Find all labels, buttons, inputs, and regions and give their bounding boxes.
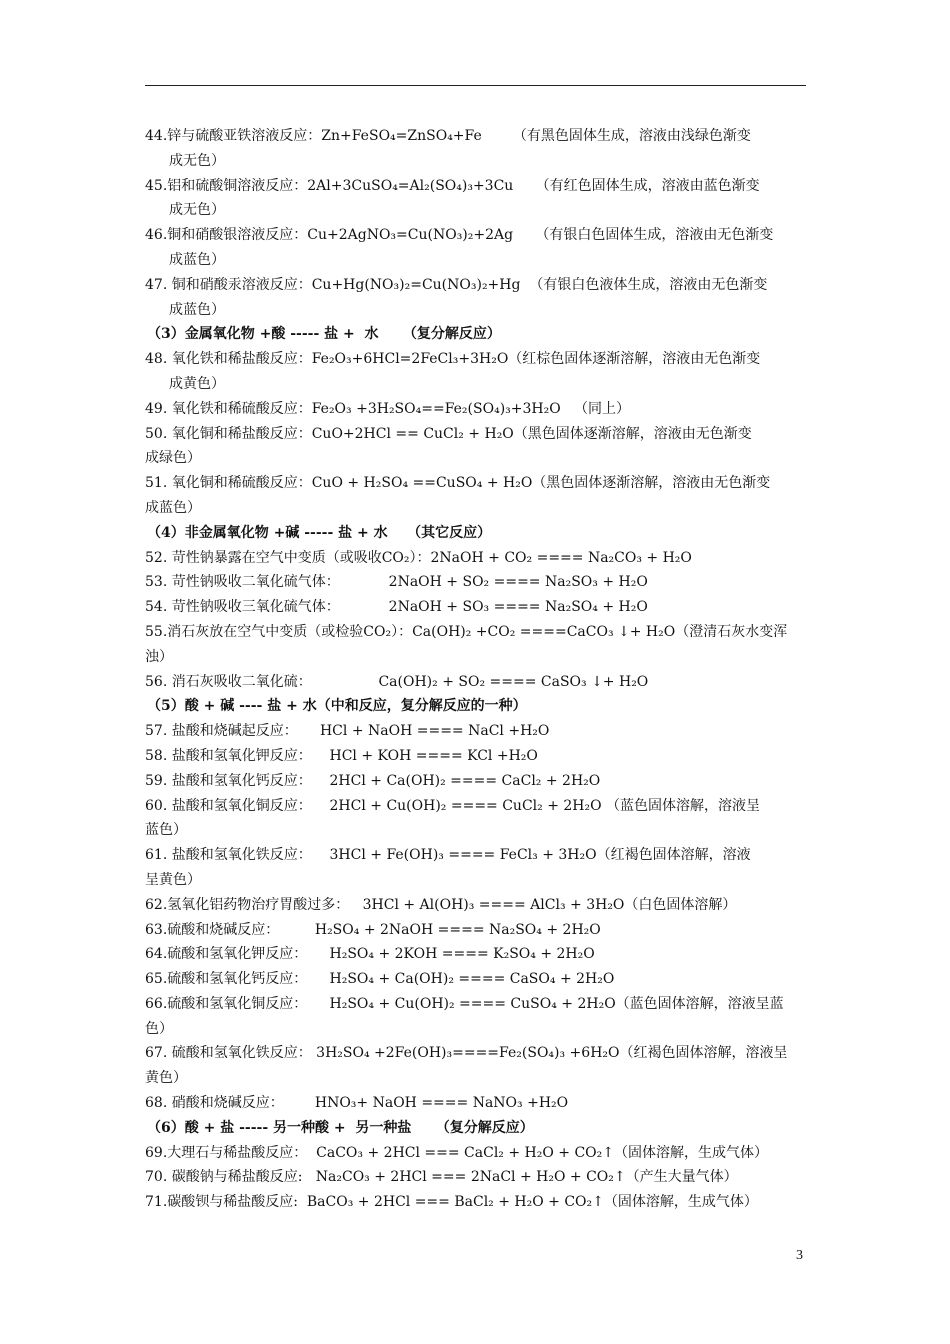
- text-line: 46.铜和硝酸银溶液反应：Cu+2AgNO₃=Cu(NO₃)₂+2Ag （有银白色固体生成，溶液由无色渐变: [145, 227, 774, 244]
- text-line: 58. 盐酸和氢氧化钾反应： HCl + KOH ==== KCl +H₂O: [145, 747, 538, 764]
- section-heading: （5）酸 + 碱 ---- 盐 + 水（中和反应，复分解反应的一种）: [147, 698, 527, 715]
- text-line: 65.硫酸和氢氧化钙反应： H₂SO₄ + Ca(OH)₂ ==== CaSO₄ + 2H₂O: [145, 971, 615, 988]
- text-line: 63.硫酸和烧碱反应： H₂SO₄ + 2NaOH ==== Na₂SO₄ + 2H₂O: [145, 921, 601, 938]
- text-line: 黄色）: [145, 1070, 187, 1087]
- text-line: 54. 苛性钠吸收三氧化硫气体： 2NaOH + SO₃ ==== Na₂SO₄ + H₂O: [145, 599, 648, 616]
- text-line: 色）: [145, 1020, 173, 1037]
- section-heading: （3）金属氧化物 +酸 ----- 盐 + 水 （复分解反应）: [147, 326, 501, 343]
- text-line: 56. 消石灰吸收二氧化硫： Ca(OH)₂ + SO₂ ==== CaSO₃ ↓+ H₂O: [145, 673, 649, 690]
- text-line: 68. 硝酸和烧碱反应： HNO₃+ NaOH ==== NaNO₃ +H₂O: [145, 1095, 569, 1112]
- text-line: 66.硫酸和氢氧化铜反应： H₂SO₄ + Cu(OH)₂ ==== CuSO₄ + 2H₂O（蓝色固体溶解，溶液呈蓝: [145, 995, 784, 1012]
- text-line: 成蓝色）: [145, 499, 201, 516]
- text-line: 44.锌与硫酸亚铁溶液反应：Zn+FeSO₄=ZnSO₄+Fe （有黑色固体生成，溶液由浅绿色渐变: [145, 128, 751, 144]
- text-line: 成蓝色）: [169, 301, 225, 318]
- text-line: 67. 硫酸和氢氧化铁反应： 3H₂SO₄ +2Fe(OH)₃====Fe₂(SO₄)₃ +6H₂O（红褐色固体溶解，溶液呈: [145, 1045, 788, 1062]
- page-number: 3: [796, 1248, 803, 1263]
- text-line: 48. 氧化铁和稀盐酸反应：Fe₂O₃+6HCl=2FeCl₃+3H₂O（红棕色固体逐渐溶解，溶液由无色渐变: [145, 351, 761, 368]
- text-line: 69.大理石与稀盐酸反应： CaCO₃ + 2HCl === CaCl₂ + H₂O + CO₂↑（固体溶解，生成气体）: [145, 1144, 769, 1161]
- text-line: 成蓝色）: [169, 251, 225, 268]
- text-line: 呈黄色）: [145, 871, 201, 888]
- text-line: 57. 盐酸和烧碱起反应： HCl + NaOH ==== NaCl +H₂O: [145, 723, 550, 740]
- text-line: 浊）: [145, 648, 173, 665]
- text-line: 52. 苛性钠暴露在空气中变质（或吸收CO₂）：2NaOH + CO₂ ==== Na₂CO₃ + H₂O: [145, 549, 692, 566]
- header-rule: [145, 85, 806, 86]
- document-body: [145, 124, 807, 1215]
- text-line: 64.硫酸和氢氧化钾反应： H₂SO₄ + 2KOH ==== K₂SO₄ + 2H₂O: [145, 946, 595, 963]
- section-heading: （4）非金属氧化物 +碱 ----- 盐 + 水 （其它反应）: [147, 524, 492, 541]
- text-line: 53. 苛性钠吸收二氧化硫气体： 2NaOH + SO₂ ==== Na₂SO₃ + H₂O: [145, 574, 648, 591]
- text-line: 蓝色）: [145, 822, 187, 839]
- text-line: 60. 盐酸和氢氧化铜反应： 2HCl + Cu(OH)₂ ==== CuCl₂ + 2H₂O （蓝色固体溶解，溶液呈: [145, 797, 761, 814]
- text-line: 成无色）: [169, 202, 225, 219]
- text-line: 50. 氧化铜和稀盐酸反应：CuO+2HCl == CuCl₂ + H₂O（黑色固体逐渐溶解，溶液由无色渐变: [145, 425, 752, 442]
- text-line: 59. 盐酸和氢氧化钙反应： 2HCl + Ca(OH)₂ ==== CaCl₂ + 2H₂O: [145, 772, 601, 789]
- text-line: 成无色）: [169, 152, 225, 169]
- text-line: 71.碳酸钡与稀盐酸反应: BaCO₃ + 2HCl === BaCl₂ + H₂O + CO₂↑（固体溶解，生成气体）: [145, 1194, 758, 1211]
- text-line: 70. 碳酸钠与稀盐酸反应: Na₂CO₃ + 2HCl === 2NaCl + H₂O + CO₂↑（产生大量气体）: [145, 1169, 738, 1186]
- text-line: 51. 氧化铜和稀硫酸反应：CuO + H₂SO₄ ==CuSO₄ + H₂O（黑色固体逐渐溶解，溶液由无色渐变: [145, 475, 771, 492]
- text-line: 47. 铜和硝酸汞溶液反应：Cu+Hg(NO₃)₂=Cu(NO₃)₂+Hg （有银白色液体生成，溶液由无色渐变: [145, 276, 768, 293]
- text-line: 55.消石灰放在空气中变质（或检验CO₂）：Ca(OH)₂ +CO₂ ====CaCO₃ ↓+ H₂O（澄清石灰水变浑: [145, 623, 788, 640]
- text-line: 61. 盐酸和氢氧化铁反应： 3HCl + Fe(OH)₃ ==== FeCl₃ + 3H₂O（红褐色固体溶解，溶液: [145, 847, 751, 864]
- text-line: 成绿色）: [145, 450, 201, 467]
- section-heading: （6）酸 + 盐 ----- 另一种酸 + 另一种盐 （复分解反应）: [147, 1119, 534, 1136]
- text-line: 成黄色）: [169, 375, 225, 392]
- text-line: 45.铝和硫酸铜溶液反应：2Al+3CuSO₄=Al₂(SO₄)₃+3Cu （有红色固体生成，溶液由蓝色渐变: [145, 177, 760, 194]
- text-line: 62.氢氧化铝药物治疗胃酸过多： 3HCl + Al(OH)₃ ==== AlCl₃ + 3H₂O（白色固体溶解）: [145, 896, 737, 913]
- text-line: 49. 氧化铁和稀硫酸反应：Fe₂O₃ +3H₂SO₄==Fe₂(SO₄)₃+3H₂O （同上）: [145, 400, 631, 417]
